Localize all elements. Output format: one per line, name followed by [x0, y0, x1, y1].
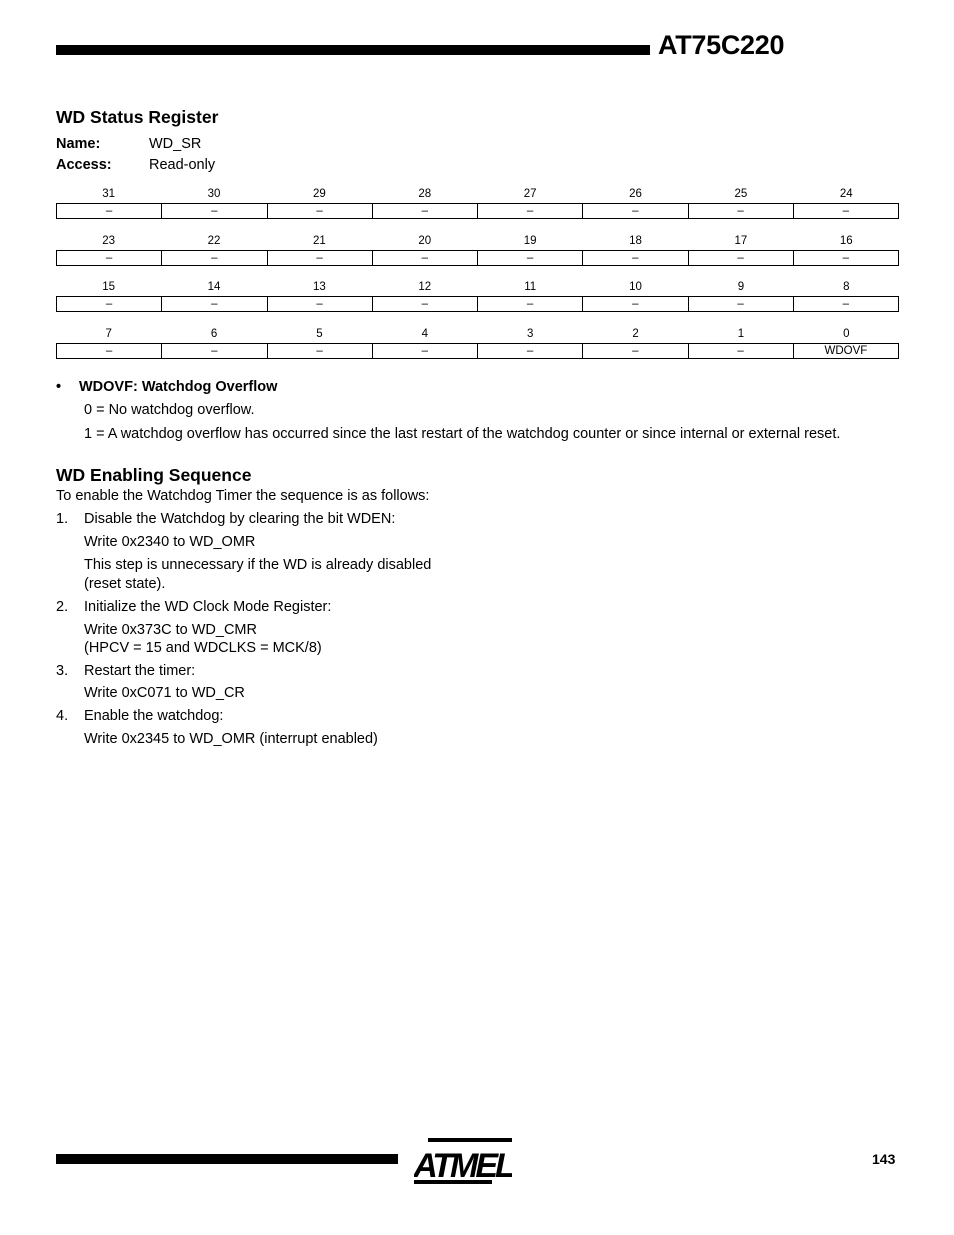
bit-number: 3: [526, 328, 534, 340]
bit-number: 25: [734, 188, 748, 200]
bit-cell-row: [56, 203, 899, 219]
bit-number: 24: [839, 188, 853, 200]
bit-number: 31: [102, 188, 116, 200]
step-number: 1.: [56, 511, 69, 527]
register-row-23-16: [56, 232, 899, 266]
bit-number: 28: [418, 188, 432, 200]
register-row-7-0: [56, 325, 899, 359]
step-text: Enable the watchdog:: [84, 708, 224, 724]
name-label: Name:: [56, 136, 101, 152]
bit-cell: –: [372, 204, 477, 218]
bit-cell: –: [372, 251, 477, 265]
bit-cell: –: [688, 344, 793, 358]
bit-cell: –: [477, 204, 582, 218]
step-text: Restart the timer:: [84, 663, 196, 679]
document-title: AT75C220: [658, 30, 785, 60]
section-heading-wd-status-register: WD Status Register: [56, 107, 219, 127]
bit-cell-row: [56, 250, 899, 266]
bit-cell: –: [372, 297, 477, 311]
bit-number: 22: [207, 235, 221, 247]
bit-cell: –: [267, 204, 372, 218]
bit-number: 17: [734, 235, 748, 247]
bit-cell: –: [793, 251, 898, 265]
bit-cell: –: [582, 344, 687, 358]
bit-number: 11: [524, 281, 537, 293]
atmel-logo: [414, 1137, 512, 1185]
bit-cell: –: [477, 297, 582, 311]
bit-number: 6: [210, 328, 218, 340]
bit-number: 29: [313, 188, 326, 200]
section-heading-wd-enabling-sequence: WD Enabling Sequence: [56, 465, 252, 485]
bit-number: 20: [418, 235, 432, 247]
bit-number: 18: [629, 235, 642, 247]
step-text: Initialize the WD Clock Mode Register:: [84, 599, 332, 615]
bit-cell: –: [161, 344, 266, 358]
bit-number-row: [56, 232, 899, 250]
page-number: 143: [872, 1151, 896, 1167]
step-note: (HPCV = 15 and WDCLKS = MCK/8): [84, 640, 322, 656]
bit-cell: –: [793, 204, 898, 218]
bit-cell: –: [267, 344, 372, 358]
step-text: Disable the Watchdog by clearing the bit WDEN:: [84, 511, 396, 527]
bit-cell: –: [688, 297, 793, 311]
bit-cell-row: [56, 343, 899, 359]
step-number: 2.: [56, 599, 69, 615]
bit-number: 0: [843, 328, 850, 340]
field-value-0: 0 = No watchdog overflow.: [84, 402, 255, 418]
bit-cell: –: [105, 298, 113, 310]
bit-number: 13: [313, 281, 326, 293]
bit-number: 4: [421, 328, 429, 340]
bit-cell: –: [688, 251, 793, 265]
bit-cell: –: [477, 344, 582, 358]
bit-number-row: [56, 185, 899, 203]
bit-cell: –: [161, 204, 266, 218]
register-row-15-8: [56, 278, 899, 312]
register-row-31-24: [56, 185, 899, 219]
bit-cell: –: [105, 252, 113, 264]
footer-rule: [56, 1154, 398, 1164]
bit-cell: –: [161, 297, 266, 311]
atmel-logo-icon: [414, 1137, 512, 1185]
bit-cell-row: [56, 296, 899, 312]
field-value-1: 1 = A watchdog overflow has occurred since the last restart of the watchdog counter or since internal or external reset.: [84, 426, 841, 442]
bit-number: 1: [737, 328, 745, 340]
step-number: 3.: [56, 663, 69, 679]
bit-number: 27: [523, 188, 537, 200]
access-label: Access:: [56, 157, 112, 173]
bit-cell: –: [477, 251, 582, 265]
bit-number: 21: [313, 235, 326, 247]
bit-cell: –: [105, 205, 113, 217]
bit-cell: –: [267, 251, 372, 265]
bit-number-row: [56, 325, 899, 343]
step-write: Write 0x373C to WD_CMR: [84, 622, 257, 638]
header-rule: [56, 45, 650, 55]
bit-cell: –: [267, 297, 372, 311]
bit-number: 10: [629, 281, 642, 293]
bit-number: 9: [737, 281, 745, 293]
bit-number: 16: [839, 235, 853, 247]
step-note: This step is unnecessary if the WD is already disabled: [84, 557, 432, 573]
bit-number: 30: [207, 188, 221, 200]
step-number: 4.: [56, 708, 69, 724]
field-title-wdovf: WDOVF: Watchdog Overflow: [79, 379, 278, 395]
bit-number: 5: [316, 328, 323, 340]
intro-text: To enable the Watchdog Timer the sequence is as follows:: [56, 488, 430, 504]
access-value: Read-only: [149, 157, 216, 173]
bit-cell: –: [793, 297, 898, 311]
bit-number: 26: [629, 188, 642, 200]
bit-number: 19: [523, 235, 537, 247]
bit-number: 15: [102, 281, 116, 293]
bit-cell: –: [582, 204, 687, 218]
logo-text: ATMEL: [414, 1147, 512, 1185]
bit-cell: –: [582, 297, 687, 311]
name-value: WD_SR: [149, 136, 202, 152]
bit-cell-wdovf: WDOVF: [793, 344, 898, 358]
bit-cell: –: [688, 204, 793, 218]
bit-number: 7: [105, 328, 112, 340]
bullet: •: [56, 379, 62, 395]
bit-number-row: [56, 278, 899, 296]
bit-number: 12: [418, 281, 432, 293]
step-note: (reset state).: [84, 576, 166, 592]
bit-cell: –: [105, 345, 113, 357]
bit-number: 8: [843, 281, 850, 293]
bit-number: 2: [632, 328, 639, 340]
bit-cell: –: [372, 344, 477, 358]
step-write: Write 0x2340 to WD_OMR: [84, 534, 256, 550]
step-write: Write 0x2345 to WD_OMR (interrupt enabled): [84, 731, 378, 747]
step-write: Write 0xC071 to WD_CR: [84, 685, 245, 701]
bit-number: 14: [207, 281, 221, 293]
bit-cell: –: [161, 251, 266, 265]
bit-cell: –: [582, 251, 687, 265]
bit-number: 23: [102, 235, 116, 247]
